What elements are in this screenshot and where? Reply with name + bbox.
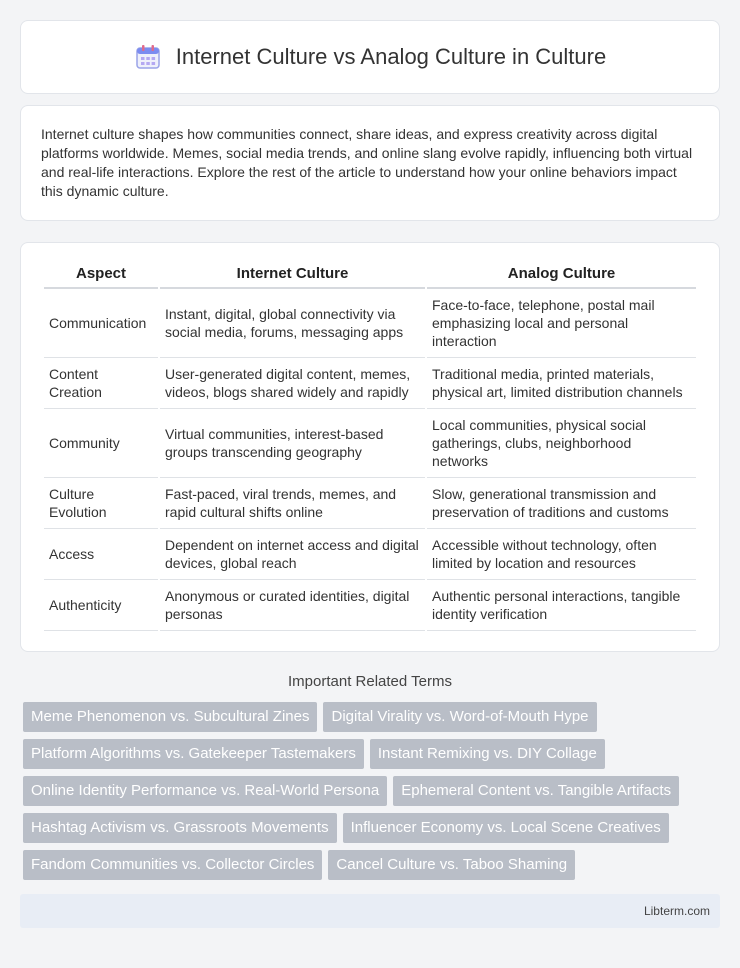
cell-internet: User-generated digital content, memes, videos, blogs shared widely and rapidly [160, 358, 425, 409]
cell-internet: Anonymous or curated identities, digital personas [160, 580, 425, 631]
table-row [44, 358, 696, 409]
cell-aspect: Culture Evolution [44, 478, 158, 529]
table-row [44, 289, 696, 358]
related-term-link[interactable]: Digital Virality vs. Word-of-Mouth Hype [323, 702, 596, 732]
related-term-link[interactable]: Online Identity Performance vs. Real-World Persona [23, 776, 387, 806]
cell-aspect: Content Creation [44, 358, 158, 409]
header-internet-culture: Internet Culture [160, 263, 425, 289]
cell-analog: Traditional media, printed materials, physical art, limited distribution channels [427, 358, 696, 409]
cell-internet: Fast-paced, viral trends, memes, and rapid cultural shifts online [160, 478, 425, 529]
related-term-link[interactable]: Ephemeral Content vs. Tangible Artifacts [393, 776, 679, 806]
page-title: Internet Culture vs Analog Culture in Culture [175, 44, 607, 69]
related-terms-title: Important Related Terms [288, 673, 452, 690]
footer [20, 894, 720, 928]
cell-analog: Accessible without technology, often limited by location and resources [427, 529, 696, 580]
cell-analog: Local communities, physical social gatherings, clubs, neighborhood networks [427, 409, 696, 478]
related-term-link[interactable]: Platform Algorithms vs. Gatekeeper Tastemakers [23, 739, 364, 769]
related-term-link[interactable]: Fandom Communities vs. Collector Circles [23, 850, 322, 880]
related-terms-list [20, 702, 720, 880]
cell-aspect: Community [44, 409, 158, 478]
comparison-table-card [20, 242, 720, 652]
header-aspect: Aspect [44, 263, 158, 289]
related-term-link[interactable]: Cancel Culture vs. Taboo Shaming [328, 850, 575, 880]
cell-internet: Dependent on internet access and digital devices, global reach [160, 529, 425, 580]
table-row [44, 529, 696, 580]
table-row [44, 580, 696, 631]
footer-site-link[interactable]: Libterm.com [643, 904, 710, 918]
intro-card [20, 105, 720, 221]
cell-analog: Face-to-face, telephone, postal mail emphasizing local and personal interaction [427, 289, 696, 358]
cell-aspect: Access [44, 529, 158, 580]
cell-analog: Authentic personal interactions, tangible identity verification [427, 580, 696, 631]
related-term-link[interactable]: Meme Phenomenon vs. Subcultural Zines [23, 702, 317, 732]
cell-aspect: Authenticity [44, 580, 158, 631]
header-analog-culture: Analog Culture [427, 263, 696, 289]
cell-internet: Instant, digital, global connectivity via social media, forums, messaging apps [160, 289, 425, 358]
comparison-table [42, 263, 698, 631]
calendar-icon [134, 43, 162, 71]
title-card [20, 20, 720, 94]
intro-text: Internet culture shapes how communities connect, share ideas, and express creativity across digital platforms worldwide. Memes, social media trends, and online slang evolve rapidly, influencing both virtual and real-life interactions. Explore the rest of the article to understand how your online behaviors impact this dynamic culture. [41, 126, 693, 199]
cell-internet: Virtual communities, interest-based groups transcending geography [160, 409, 425, 478]
table-header-row [44, 263, 696, 289]
related-term-link[interactable]: Instant Remixing vs. DIY Collage [370, 739, 605, 769]
cell-analog: Slow, generational transmission and preservation of traditions and customs [427, 478, 696, 529]
cell-aspect: Communication [44, 289, 158, 358]
related-term-link[interactable]: Influencer Economy vs. Local Scene Creatives [343, 813, 669, 843]
table-row [44, 409, 696, 478]
related-term-link[interactable]: Hashtag Activism vs. Grassroots Movements [23, 813, 337, 843]
table-row [44, 478, 696, 529]
